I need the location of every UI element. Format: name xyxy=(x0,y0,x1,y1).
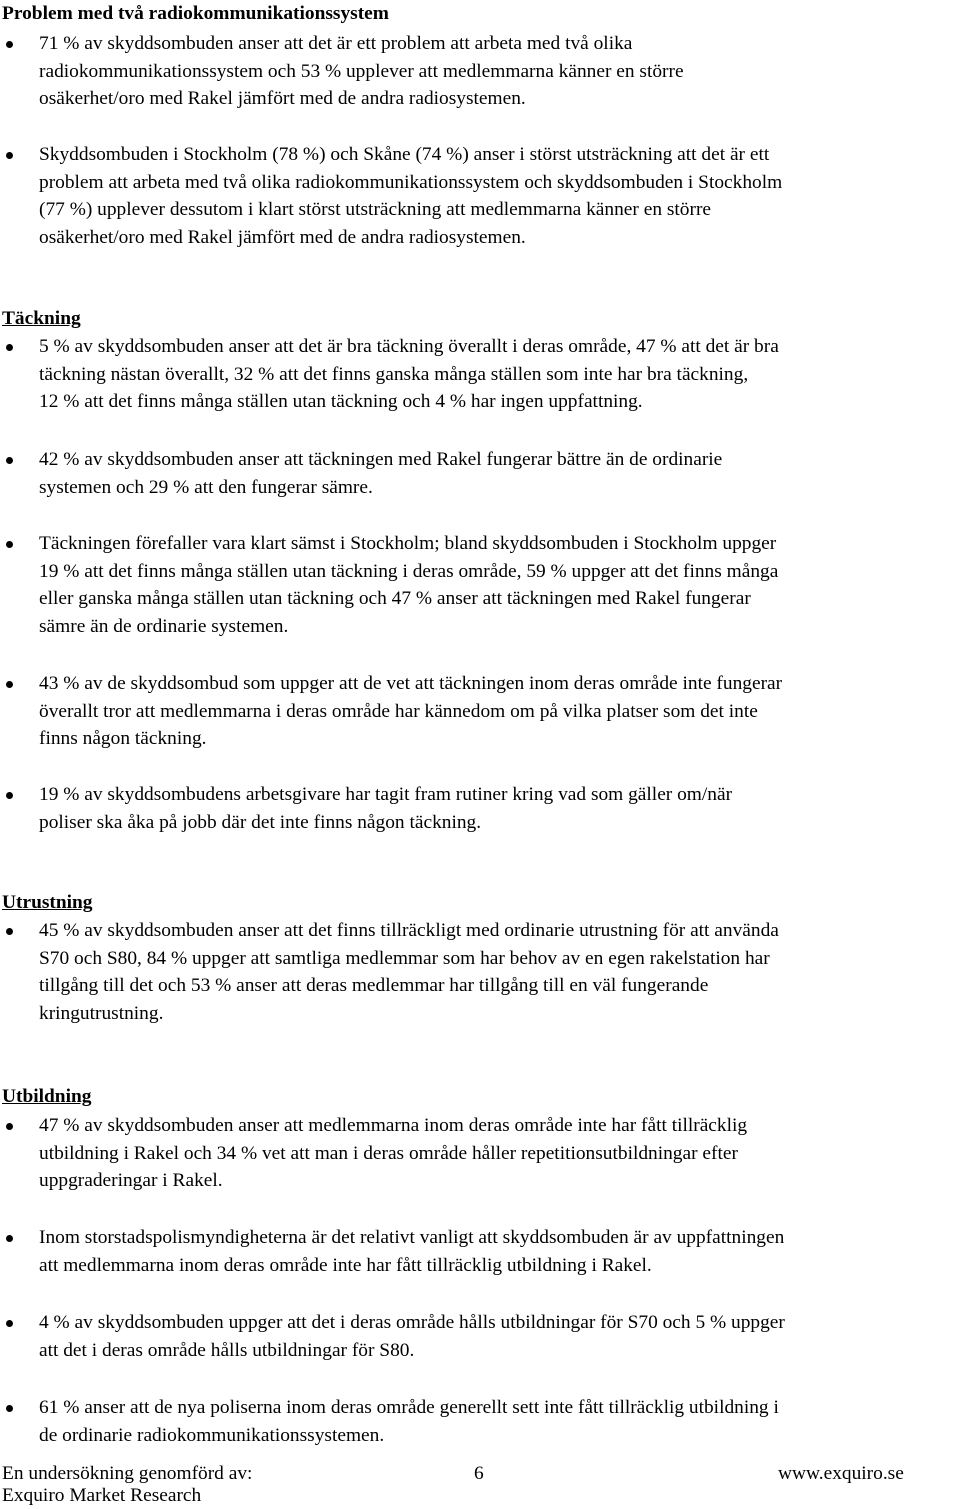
text-line: 47 % av skyddsombuden anser att medlemmarna inom deras område inte har fått tillräcklig xyxy=(39,1115,748,1136)
text-line: uppgraderingar i Rakel. xyxy=(39,1170,223,1192)
text-line: eller ganska många ställen utan täckning och 47 % anser att täckningen med Rakel fungerar xyxy=(39,588,751,610)
footer-credit-line2: Exquiro Market Research xyxy=(2,1485,202,1506)
text-line: att medlemmarna inom deras område inte har fått tillräcklig utbildning i Rakel. xyxy=(39,1254,652,1276)
bullet-icon xyxy=(6,928,13,935)
footer-credit xyxy=(2,1463,252,1507)
bullet-text xyxy=(39,530,778,641)
text-line: de ordinarie radiokommunikationssystemen. xyxy=(39,1424,385,1446)
section-heading: Täckning xyxy=(2,308,81,329)
text-line: problem att arbeta med två olika radiokommunikationssystem och skyddsombuden i Stockholm xyxy=(39,171,783,193)
bullet-text xyxy=(39,917,779,1028)
footer-credit-line1: En undersökning genomförd av: xyxy=(2,1463,253,1484)
text-line: S70 och S80, 84 % uppger att samtliga medlemmar som har behov av en egen rakelstation har xyxy=(39,947,770,969)
text-line: systemen och 29 % att den fungerar sämre. xyxy=(39,476,373,498)
bullet-icon xyxy=(6,457,13,464)
bullet-text xyxy=(39,1112,747,1195)
bullet-text xyxy=(39,141,782,252)
bullet-icon xyxy=(6,681,13,688)
footer-website[interactable]: www.exquiro.se xyxy=(778,1463,904,1484)
bullet-icon xyxy=(6,1405,13,1412)
bullet-text xyxy=(39,333,779,416)
bullet-icon xyxy=(6,41,13,48)
page-number: 6 xyxy=(474,1463,484,1484)
text-line: 19 % att det finns många ställen utan täckning i deras område, 59 % uppger att det finns många xyxy=(39,560,779,582)
text-line: 61 % anser att de nya poliserna inom deras område generellt sett inte fått tillräcklig utbildning i xyxy=(39,1397,779,1418)
section-heading: Utbildning xyxy=(2,1086,92,1107)
text-line: Inom storstadspolismyndigheterna är det relativt vanligt att skyddsombuden är av uppfattningen xyxy=(39,1227,785,1248)
text-line: 71 % av skyddsombuden anser att det är ett problem att arbeta med två olika xyxy=(39,33,633,54)
text-line: tillgång till det och 53 % anser att deras medlemmar har tillgång till en väl fungerande xyxy=(39,975,709,997)
bullet-text xyxy=(39,1309,785,1364)
text-line: att det i deras område hålls utbildningar för S80. xyxy=(39,1339,415,1361)
text-line: sämre än de ordinarie systemen. xyxy=(39,616,289,638)
text-line: radiokommunikationssystem och 53 % upplever att medlemmarna känner en större xyxy=(39,60,684,82)
bullet-icon xyxy=(6,541,13,548)
text-line: 12 % att det finns många ställen utan täckning och 4 % har ingen uppfattning. xyxy=(39,391,643,413)
text-line: poliser ska åka på jobb där det inte finns någon täckning. xyxy=(39,811,482,833)
section-heading: Utrustning xyxy=(2,892,93,913)
text-line: 43 % av de skyddsombud som uppger att de vet att täckningen inom deras område inte fungerar xyxy=(39,673,783,694)
text-line: 19 % av skyddsombudens arbetsgivare har tagit fram rutiner kring vad som gäller om/när xyxy=(39,784,733,805)
text-line: finns någon täckning. xyxy=(39,728,207,750)
text-line: osäkerhet/oro med Rakel jämfört med de andra radiosystemen. xyxy=(39,227,526,249)
text-line: Skyddsombuden i Stockholm (78 %) och Skåne (74 %) anser i störst utsträckning att det är ett xyxy=(39,144,770,165)
text-line: utbildning i Rakel och 34 % vet att man i deras område håller repetitionsutbildningar efter xyxy=(39,1142,738,1164)
bullet-text xyxy=(39,1394,779,1449)
bullet-text xyxy=(39,670,782,753)
text-line: 5 % av skyddsombuden anser att det är bra täckning överallt i deras område, 47 % att det är bra xyxy=(39,336,779,357)
bullet-text xyxy=(39,1224,784,1279)
text-line: (77 %) upplever dessutom i klart störst utsträckning att medlemmarna känner en större xyxy=(39,199,712,221)
text-line: 4 % av skyddsombuden uppger att det i deras område hålls utbildningar för S70 och 5 % uppger xyxy=(39,1312,785,1333)
text-line: täckning nästan överallt, 32 % att det finns ganska många ställen som inte har bra täckning, xyxy=(39,363,749,385)
text-line: 42 % av skyddsombuden anser att täckningen med Rakel fungerar bättre än de ordinarie xyxy=(39,449,723,470)
bullet-text xyxy=(39,446,722,501)
text-line: kringutrustning. xyxy=(39,1003,164,1025)
bullet-icon xyxy=(6,152,13,159)
bullet-icon xyxy=(6,1320,13,1327)
bullet-text xyxy=(39,781,732,836)
bullet-icon xyxy=(6,1123,13,1130)
bullet-icon xyxy=(6,1235,13,1242)
bullet-text xyxy=(39,30,684,113)
bullet-icon xyxy=(6,792,13,799)
text-line: överallt tror att medlemmarna i deras område har kännedom om på vilka platser som det inte xyxy=(39,700,758,722)
section-heading: Problem med två radiokommunikationssystem xyxy=(2,3,389,24)
text-line: osäkerhet/oro med Rakel jämfört med de andra radiosystemen. xyxy=(39,88,526,110)
bullet-icon xyxy=(6,344,13,351)
text-line: Täckningen förefaller vara klart sämst i Stockholm; bland skyddsombuden i Stockholm uppger xyxy=(39,533,777,554)
text-line: 45 % av skyddsombuden anser att det finns tillräckligt med ordinarie utrustning för att använda xyxy=(39,920,779,941)
